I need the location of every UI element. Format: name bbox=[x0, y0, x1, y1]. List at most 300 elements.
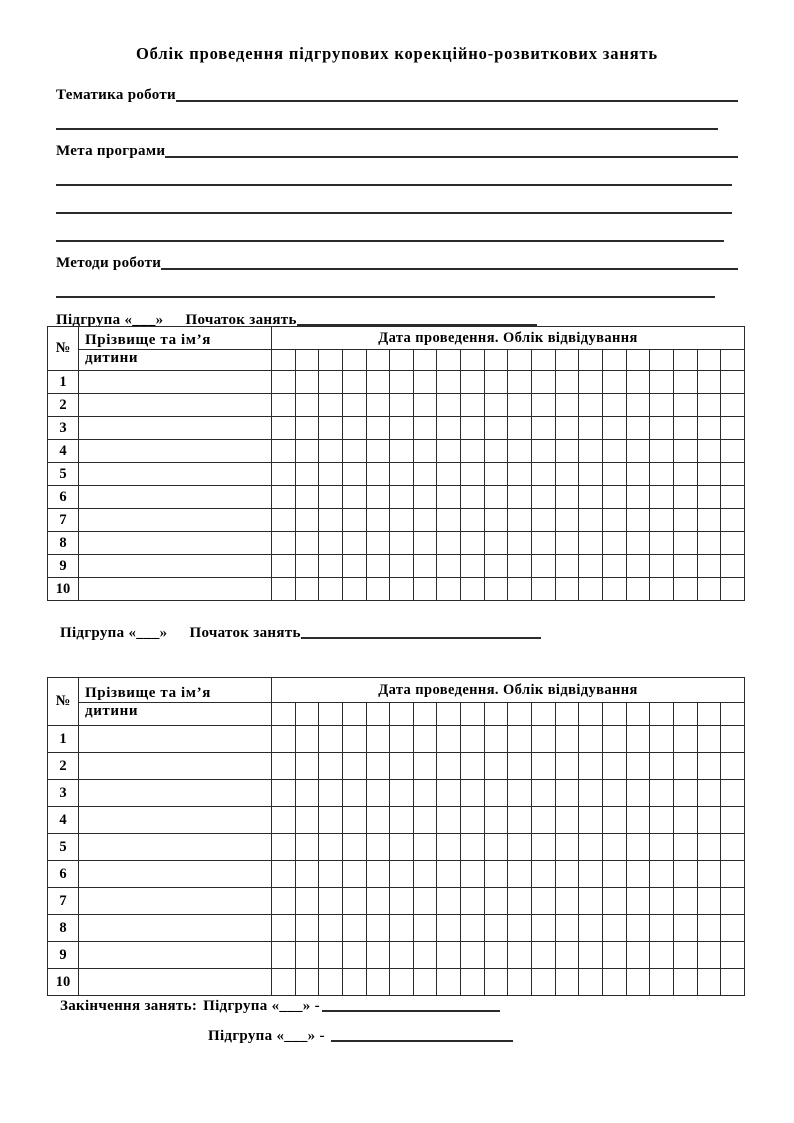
attendance-cell[interactable] bbox=[697, 417, 721, 440]
attendance-cell[interactable] bbox=[319, 440, 343, 463]
attendance-cell[interactable] bbox=[484, 807, 508, 834]
attendance-cell[interactable] bbox=[721, 807, 745, 834]
attendance-cell[interactable] bbox=[295, 440, 319, 463]
attendance-cell[interactable] bbox=[319, 726, 343, 753]
attendance-cell[interactable] bbox=[626, 371, 650, 394]
attendance-cell[interactable] bbox=[697, 915, 721, 942]
date-header-cell[interactable] bbox=[413, 350, 437, 371]
attendance-cell[interactable] bbox=[413, 555, 437, 578]
attendance-cell[interactable] bbox=[295, 915, 319, 942]
attendance-cell[interactable] bbox=[721, 532, 745, 555]
attendance-cell[interactable] bbox=[602, 555, 626, 578]
attendance-cell[interactable] bbox=[579, 417, 603, 440]
attendance-cell[interactable] bbox=[673, 394, 697, 417]
attendance-cell[interactable] bbox=[626, 726, 650, 753]
attendance-cell[interactable] bbox=[602, 417, 626, 440]
attendance-cell[interactable] bbox=[437, 942, 461, 969]
attendance-cell[interactable] bbox=[461, 861, 485, 888]
date-header-cell[interactable] bbox=[673, 350, 697, 371]
attendance-cell[interactable] bbox=[555, 555, 579, 578]
date-header-cell[interactable] bbox=[342, 350, 366, 371]
attendance-cell[interactable] bbox=[390, 780, 414, 807]
attendance-cell[interactable] bbox=[295, 509, 319, 532]
attendance-cell[interactable] bbox=[721, 834, 745, 861]
attendance-cell[interactable] bbox=[437, 394, 461, 417]
fill-rule[interactable] bbox=[165, 156, 738, 158]
date-header-cell[interactable] bbox=[437, 350, 461, 371]
attendance-cell[interactable] bbox=[508, 394, 532, 417]
attendance-cell[interactable] bbox=[508, 915, 532, 942]
attendance-cell[interactable] bbox=[461, 417, 485, 440]
attendance-cell[interactable] bbox=[721, 942, 745, 969]
attendance-cell[interactable] bbox=[555, 834, 579, 861]
attendance-cell[interactable] bbox=[532, 394, 556, 417]
attendance-cell[interactable] bbox=[484, 834, 508, 861]
fill-rule-start-2[interactable] bbox=[301, 637, 541, 639]
attendance-cell[interactable] bbox=[319, 942, 343, 969]
attendance-cell[interactable] bbox=[555, 486, 579, 509]
attendance-cell[interactable] bbox=[555, 753, 579, 780]
attendance-cell[interactable] bbox=[413, 463, 437, 486]
attendance-cell[interactable] bbox=[390, 532, 414, 555]
date-header-cell[interactable] bbox=[721, 350, 745, 371]
attendance-cell[interactable] bbox=[272, 555, 296, 578]
attendance-cell[interactable] bbox=[390, 486, 414, 509]
attendance-cell[interactable] bbox=[532, 915, 556, 942]
fill-rule[interactable] bbox=[56, 128, 718, 130]
attendance-cell[interactable] bbox=[295, 394, 319, 417]
attendance-cell[interactable] bbox=[650, 440, 674, 463]
attendance-cell[interactable] bbox=[508, 888, 532, 915]
attendance-cell[interactable] bbox=[721, 888, 745, 915]
attendance-cell[interactable] bbox=[461, 371, 485, 394]
attendance-cell[interactable] bbox=[721, 753, 745, 780]
attendance-cell[interactable] bbox=[295, 726, 319, 753]
child-name-cell[interactable] bbox=[79, 726, 272, 753]
attendance-cell[interactable] bbox=[484, 861, 508, 888]
attendance-cell[interactable] bbox=[626, 555, 650, 578]
attendance-cell[interactable] bbox=[484, 371, 508, 394]
attendance-cell[interactable] bbox=[366, 532, 390, 555]
attendance-cell[interactable] bbox=[532, 371, 556, 394]
attendance-cell[interactable] bbox=[484, 440, 508, 463]
attendance-cell[interactable] bbox=[272, 394, 296, 417]
attendance-cell[interactable] bbox=[342, 942, 366, 969]
attendance-cell[interactable] bbox=[484, 915, 508, 942]
attendance-cell[interactable] bbox=[602, 463, 626, 486]
attendance-cell[interactable] bbox=[366, 726, 390, 753]
child-name-cell[interactable] bbox=[79, 417, 272, 440]
attendance-cell[interactable] bbox=[437, 509, 461, 532]
attendance-cell[interactable] bbox=[342, 417, 366, 440]
attendance-cell[interactable] bbox=[319, 578, 343, 601]
attendance-cell[interactable] bbox=[650, 915, 674, 942]
attendance-cell[interactable] bbox=[366, 509, 390, 532]
attendance-cell[interactable] bbox=[437, 861, 461, 888]
attendance-cell[interactable] bbox=[342, 807, 366, 834]
attendance-cell[interactable] bbox=[295, 807, 319, 834]
date-header-cell[interactable] bbox=[272, 703, 296, 726]
attendance-cell[interactable] bbox=[366, 578, 390, 601]
attendance-cell[interactable] bbox=[484, 888, 508, 915]
attendance-cell[interactable] bbox=[721, 417, 745, 440]
attendance-cell[interactable] bbox=[319, 555, 343, 578]
attendance-cell[interactable] bbox=[555, 394, 579, 417]
attendance-cell[interactable] bbox=[437, 780, 461, 807]
attendance-cell[interactable] bbox=[697, 888, 721, 915]
attendance-cell[interactable] bbox=[272, 807, 296, 834]
attendance-cell[interactable] bbox=[413, 834, 437, 861]
attendance-cell[interactable] bbox=[413, 888, 437, 915]
attendance-cell[interactable] bbox=[295, 861, 319, 888]
attendance-cell[interactable] bbox=[390, 509, 414, 532]
attendance-cell[interactable] bbox=[579, 726, 603, 753]
child-name-cell[interactable] bbox=[79, 861, 272, 888]
attendance-cell[interactable] bbox=[626, 888, 650, 915]
attendance-cell[interactable] bbox=[508, 371, 532, 394]
attendance-cell[interactable] bbox=[272, 463, 296, 486]
attendance-cell[interactable] bbox=[342, 486, 366, 509]
attendance-cell[interactable] bbox=[272, 942, 296, 969]
attendance-cell[interactable] bbox=[437, 834, 461, 861]
attendance-cell[interactable] bbox=[650, 942, 674, 969]
attendance-cell[interactable] bbox=[602, 371, 626, 394]
attendance-cell[interactable] bbox=[673, 463, 697, 486]
attendance-cell[interactable] bbox=[390, 861, 414, 888]
attendance-cell[interactable] bbox=[508, 532, 532, 555]
attendance-cell[interactable] bbox=[721, 861, 745, 888]
attendance-cell[interactable] bbox=[532, 440, 556, 463]
date-header-cell[interactable] bbox=[461, 350, 485, 371]
attendance-cell[interactable] bbox=[579, 753, 603, 780]
attendance-cell[interactable] bbox=[390, 942, 414, 969]
attendance-cell[interactable] bbox=[697, 509, 721, 532]
attendance-cell[interactable] bbox=[555, 888, 579, 915]
attendance-cell[interactable] bbox=[721, 555, 745, 578]
attendance-cell[interactable] bbox=[437, 578, 461, 601]
attendance-cell[interactable] bbox=[413, 861, 437, 888]
attendance-cell[interactable] bbox=[461, 807, 485, 834]
attendance-cell[interactable] bbox=[342, 371, 366, 394]
attendance-cell[interactable] bbox=[697, 440, 721, 463]
attendance-cell[interactable] bbox=[673, 509, 697, 532]
attendance-cell[interactable] bbox=[721, 780, 745, 807]
attendance-cell[interactable] bbox=[272, 780, 296, 807]
attendance-cell[interactable] bbox=[697, 463, 721, 486]
attendance-cell[interactable] bbox=[673, 486, 697, 509]
attendance-cell[interactable] bbox=[484, 780, 508, 807]
attendance-cell[interactable] bbox=[390, 394, 414, 417]
attendance-cell[interactable] bbox=[461, 915, 485, 942]
attendance-cell[interactable] bbox=[272, 417, 296, 440]
fill-rule[interactable] bbox=[56, 184, 732, 186]
attendance-cell[interactable] bbox=[295, 532, 319, 555]
child-name-cell[interactable] bbox=[79, 509, 272, 532]
attendance-cell[interactable] bbox=[484, 394, 508, 417]
attendance-cell[interactable] bbox=[532, 753, 556, 780]
attendance-cell[interactable] bbox=[555, 463, 579, 486]
attendance-cell[interactable] bbox=[390, 888, 414, 915]
attendance-cell[interactable] bbox=[508, 753, 532, 780]
attendance-cell[interactable] bbox=[272, 486, 296, 509]
attendance-cell[interactable] bbox=[508, 834, 532, 861]
attendance-cell[interactable] bbox=[272, 532, 296, 555]
attendance-cell[interactable] bbox=[602, 726, 626, 753]
child-name-cell[interactable] bbox=[79, 578, 272, 601]
attendance-cell[interactable] bbox=[697, 753, 721, 780]
attendance-cell[interactable] bbox=[697, 486, 721, 509]
attendance-cell[interactable] bbox=[602, 780, 626, 807]
attendance-cell[interactable] bbox=[390, 807, 414, 834]
attendance-cell[interactable] bbox=[437, 753, 461, 780]
attendance-cell[interactable] bbox=[272, 509, 296, 532]
attendance-cell[interactable] bbox=[295, 463, 319, 486]
attendance-cell[interactable] bbox=[390, 417, 414, 440]
attendance-cell[interactable] bbox=[650, 726, 674, 753]
attendance-cell[interactable] bbox=[413, 780, 437, 807]
child-name-cell[interactable] bbox=[79, 834, 272, 861]
attendance-cell[interactable] bbox=[484, 753, 508, 780]
attendance-cell[interactable] bbox=[579, 915, 603, 942]
attendance-cell[interactable] bbox=[437, 726, 461, 753]
attendance-cell[interactable] bbox=[319, 417, 343, 440]
attendance-cell[interactable] bbox=[532, 486, 556, 509]
attendance-cell[interactable] bbox=[555, 440, 579, 463]
attendance-cell[interactable] bbox=[650, 371, 674, 394]
attendance-cell[interactable] bbox=[721, 509, 745, 532]
attendance-cell[interactable] bbox=[697, 394, 721, 417]
attendance-cell[interactable] bbox=[413, 726, 437, 753]
attendance-cell[interactable] bbox=[342, 509, 366, 532]
attendance-cell[interactable] bbox=[461, 532, 485, 555]
attendance-cell[interactable] bbox=[342, 440, 366, 463]
attendance-cell[interactable] bbox=[532, 509, 556, 532]
attendance-cell[interactable] bbox=[461, 578, 485, 601]
attendance-cell[interactable] bbox=[342, 861, 366, 888]
attendance-cell[interactable] bbox=[555, 780, 579, 807]
attendance-cell[interactable] bbox=[319, 463, 343, 486]
attendance-cell[interactable] bbox=[437, 486, 461, 509]
attendance-cell[interactable] bbox=[295, 834, 319, 861]
date-header-cell[interactable] bbox=[626, 703, 650, 726]
attendance-cell[interactable] bbox=[602, 394, 626, 417]
attendance-cell[interactable] bbox=[626, 440, 650, 463]
attendance-cell[interactable] bbox=[508, 861, 532, 888]
attendance-cell[interactable] bbox=[626, 417, 650, 440]
attendance-cell[interactable] bbox=[673, 807, 697, 834]
date-header-cell[interactable] bbox=[295, 703, 319, 726]
fill-rule-end-1[interactable] bbox=[322, 1010, 500, 1012]
attendance-cell[interactable] bbox=[532, 463, 556, 486]
attendance-cell[interactable] bbox=[602, 942, 626, 969]
attendance-cell[interactable] bbox=[697, 861, 721, 888]
attendance-cell[interactable] bbox=[342, 915, 366, 942]
attendance-cell[interactable] bbox=[461, 509, 485, 532]
attendance-cell[interactable] bbox=[272, 861, 296, 888]
attendance-cell[interactable] bbox=[602, 915, 626, 942]
attendance-cell[interactable] bbox=[437, 555, 461, 578]
attendance-cell[interactable] bbox=[532, 780, 556, 807]
attendance-cell[interactable] bbox=[295, 753, 319, 780]
attendance-cell[interactable] bbox=[555, 371, 579, 394]
attendance-cell[interactable] bbox=[461, 486, 485, 509]
attendance-cell[interactable] bbox=[626, 578, 650, 601]
attendance-cell[interactable] bbox=[532, 555, 556, 578]
attendance-cell[interactable] bbox=[673, 532, 697, 555]
attendance-cell[interactable] bbox=[366, 463, 390, 486]
attendance-cell[interactable] bbox=[295, 888, 319, 915]
attendance-cell[interactable] bbox=[673, 942, 697, 969]
attendance-cell[interactable] bbox=[555, 915, 579, 942]
attendance-cell[interactable] bbox=[342, 753, 366, 780]
attendance-cell[interactable] bbox=[721, 578, 745, 601]
attendance-cell[interactable] bbox=[697, 371, 721, 394]
date-header-cell[interactable] bbox=[295, 350, 319, 371]
attendance-cell[interactable] bbox=[697, 942, 721, 969]
date-header-cell[interactable] bbox=[508, 350, 532, 371]
attendance-cell[interactable] bbox=[555, 509, 579, 532]
attendance-cell[interactable] bbox=[319, 486, 343, 509]
date-header-cell[interactable] bbox=[697, 703, 721, 726]
attendance-cell[interactable] bbox=[626, 509, 650, 532]
attendance-cell[interactable] bbox=[484, 555, 508, 578]
attendance-cell[interactable] bbox=[650, 486, 674, 509]
date-header-cell[interactable] bbox=[437, 703, 461, 726]
attendance-cell[interactable] bbox=[319, 861, 343, 888]
fill-rule[interactable] bbox=[176, 100, 738, 102]
child-name-cell[interactable] bbox=[79, 915, 272, 942]
attendance-cell[interactable] bbox=[721, 371, 745, 394]
attendance-cell[interactable] bbox=[650, 417, 674, 440]
attendance-cell[interactable] bbox=[484, 942, 508, 969]
attendance-cell[interactable] bbox=[461, 834, 485, 861]
attendance-cell[interactable] bbox=[366, 394, 390, 417]
date-header-cell[interactable] bbox=[319, 703, 343, 726]
attendance-cell[interactable] bbox=[437, 440, 461, 463]
attendance-cell[interactable] bbox=[602, 807, 626, 834]
child-name-cell[interactable] bbox=[79, 942, 272, 969]
attendance-cell[interactable] bbox=[366, 371, 390, 394]
attendance-cell[interactable] bbox=[319, 834, 343, 861]
attendance-cell[interactable] bbox=[673, 726, 697, 753]
attendance-cell[interactable] bbox=[697, 726, 721, 753]
date-header-cell[interactable] bbox=[319, 350, 343, 371]
attendance-cell[interactable] bbox=[295, 942, 319, 969]
attendance-cell[interactable] bbox=[626, 753, 650, 780]
attendance-cell[interactable] bbox=[413, 440, 437, 463]
attendance-cell[interactable] bbox=[319, 780, 343, 807]
attendance-cell[interactable] bbox=[555, 807, 579, 834]
attendance-cell[interactable] bbox=[342, 888, 366, 915]
date-header-cell[interactable] bbox=[413, 703, 437, 726]
attendance-cell[interactable] bbox=[650, 807, 674, 834]
attendance-cell[interactable] bbox=[532, 417, 556, 440]
attendance-cell[interactable] bbox=[721, 394, 745, 417]
date-header-cell[interactable] bbox=[697, 350, 721, 371]
attendance-cell[interactable] bbox=[673, 888, 697, 915]
attendance-cell[interactable] bbox=[626, 486, 650, 509]
attendance-cell[interactable] bbox=[366, 440, 390, 463]
attendance-cell[interactable] bbox=[673, 440, 697, 463]
attendance-cell[interactable] bbox=[272, 888, 296, 915]
child-name-cell[interactable] bbox=[79, 394, 272, 417]
attendance-cell[interactable] bbox=[697, 532, 721, 555]
attendance-cell[interactable] bbox=[508, 417, 532, 440]
attendance-cell[interactable] bbox=[650, 509, 674, 532]
attendance-cell[interactable] bbox=[555, 726, 579, 753]
attendance-cell[interactable] bbox=[272, 753, 296, 780]
attendance-cell[interactable] bbox=[673, 834, 697, 861]
attendance-cell[interactable] bbox=[532, 578, 556, 601]
attendance-cell[interactable] bbox=[366, 888, 390, 915]
attendance-cell[interactable] bbox=[721, 463, 745, 486]
attendance-cell[interactable] bbox=[579, 440, 603, 463]
attendance-cell[interactable] bbox=[579, 463, 603, 486]
attendance-cell[interactable] bbox=[626, 394, 650, 417]
attendance-cell[interactable] bbox=[650, 578, 674, 601]
attendance-cell[interactable] bbox=[532, 726, 556, 753]
attendance-cell[interactable] bbox=[272, 440, 296, 463]
attendance-cell[interactable] bbox=[461, 440, 485, 463]
attendance-cell[interactable] bbox=[508, 463, 532, 486]
attendance-cell[interactable] bbox=[673, 578, 697, 601]
attendance-cell[interactable] bbox=[484, 726, 508, 753]
attendance-cell[interactable] bbox=[508, 807, 532, 834]
attendance-cell[interactable] bbox=[650, 394, 674, 417]
attendance-cell[interactable] bbox=[413, 578, 437, 601]
attendance-cell[interactable] bbox=[508, 440, 532, 463]
attendance-cell[interactable] bbox=[508, 780, 532, 807]
attendance-cell[interactable] bbox=[626, 861, 650, 888]
attendance-cell[interactable] bbox=[579, 509, 603, 532]
attendance-cell[interactable] bbox=[366, 834, 390, 861]
attendance-cell[interactable] bbox=[673, 371, 697, 394]
attendance-cell[interactable] bbox=[437, 463, 461, 486]
attendance-cell[interactable] bbox=[555, 861, 579, 888]
attendance-cell[interactable] bbox=[555, 417, 579, 440]
attendance-cell[interactable] bbox=[366, 780, 390, 807]
attendance-cell[interactable] bbox=[390, 578, 414, 601]
attendance-cell[interactable] bbox=[579, 807, 603, 834]
attendance-cell[interactable] bbox=[579, 834, 603, 861]
attendance-cell[interactable] bbox=[295, 486, 319, 509]
attendance-cell[interactable] bbox=[437, 532, 461, 555]
attendance-cell[interactable] bbox=[461, 780, 485, 807]
attendance-cell[interactable] bbox=[721, 440, 745, 463]
child-name-cell[interactable] bbox=[79, 440, 272, 463]
attendance-cell[interactable] bbox=[579, 486, 603, 509]
child-name-cell[interactable] bbox=[79, 780, 272, 807]
attendance-cell[interactable] bbox=[650, 861, 674, 888]
attendance-cell[interactable] bbox=[697, 807, 721, 834]
attendance-cell[interactable] bbox=[650, 753, 674, 780]
attendance-cell[interactable] bbox=[673, 555, 697, 578]
attendance-cell[interactable] bbox=[461, 555, 485, 578]
attendance-cell[interactable] bbox=[626, 807, 650, 834]
attendance-cell[interactable] bbox=[366, 915, 390, 942]
attendance-cell[interactable] bbox=[342, 780, 366, 807]
attendance-cell[interactable] bbox=[721, 915, 745, 942]
attendance-cell[interactable] bbox=[579, 371, 603, 394]
attendance-cell[interactable] bbox=[602, 753, 626, 780]
attendance-cell[interactable] bbox=[626, 942, 650, 969]
date-header-cell[interactable] bbox=[366, 350, 390, 371]
attendance-cell[interactable] bbox=[508, 555, 532, 578]
attendance-cell[interactable] bbox=[319, 394, 343, 417]
attendance-cell[interactable] bbox=[650, 555, 674, 578]
attendance-cell[interactable] bbox=[295, 555, 319, 578]
attendance-cell[interactable] bbox=[413, 942, 437, 969]
